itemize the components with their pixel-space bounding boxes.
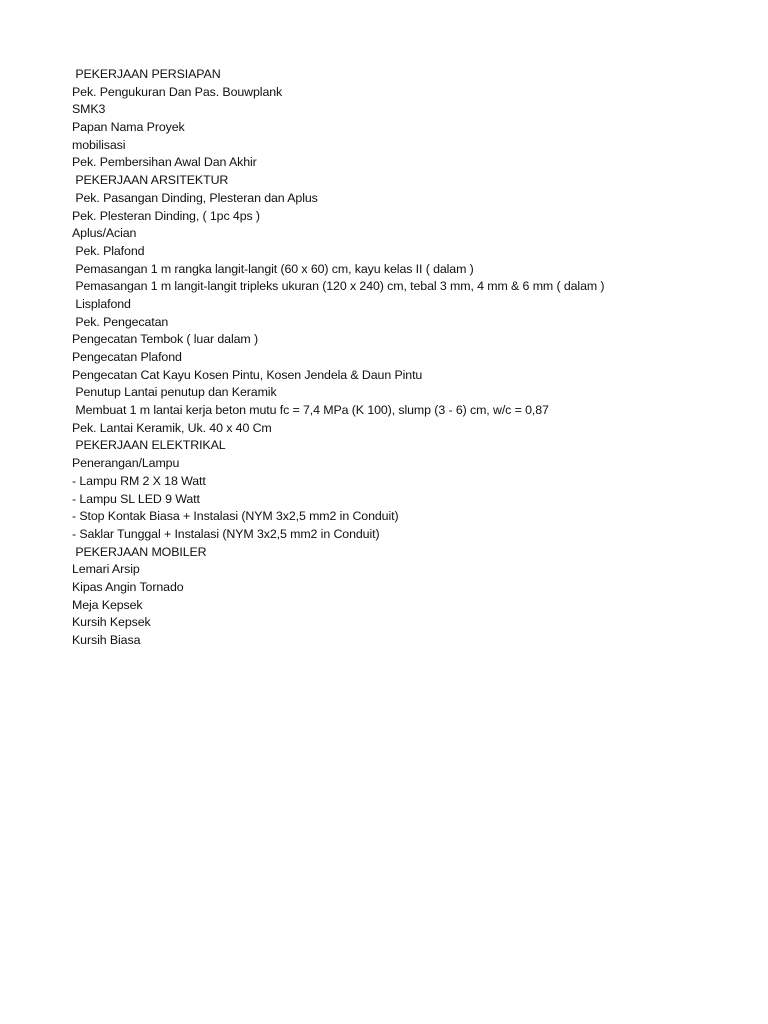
list-item: Meja Kepsek <box>72 597 143 612</box>
list-item: Pek. Pembersihan Awal Dan Akhir <box>72 155 257 170</box>
list-item: Lisplafond <box>72 296 131 311</box>
document-page <box>72 66 732 650</box>
list-item: Pemasangan 1 m langit-langit tripleks ukuran (120 x 240) cm, tebal 3 mm, 4 mm & 6 mm ( dalam ) <box>72 279 605 294</box>
list-item: Penutup Lantai penutup dan Keramik <box>72 385 277 400</box>
list-item: Pek. Pengecatan <box>72 314 169 329</box>
section-heading-mobiler: PEKERJAAN MOBILER <box>72 544 207 559</box>
section-heading-persiapan: PEKERJAAN PERSIAPAN <box>72 67 221 81</box>
list-item: mobilisasi <box>72 137 126 152</box>
list-item: - Stop Kontak Biasa + Instalasi (NYM 3x2,5 mm2 in Conduit) <box>72 509 399 524</box>
list-item: Membuat 1 m lantai kerja beton mutu fc = 7,4 MPa (K 100), slump (3 - 6) cm, w/c = 0,87 <box>72 403 549 418</box>
list-item: Pek. Pengukuran Dan Pas. Bouwplank <box>72 84 283 99</box>
list-item: Lemari Arsip <box>72 562 140 577</box>
list-item: Pek. Plesteran Dinding, ( 1pc 4ps ) <box>72 208 260 223</box>
list-item: Kursih Biasa <box>72 633 141 647</box>
list-item: Pek. Lantai Keramik, Uk. 40 x 40 Cm <box>72 420 272 435</box>
section-heading-arsitektur: PEKERJAAN ARSITEKTUR <box>72 173 229 188</box>
list-item: Pengecatan Plafond <box>72 350 182 364</box>
list-item: Pek. Pasangan Dinding, Plesteran dan Aplus <box>72 190 318 205</box>
list-item: - Lampu RM 2 X 18 Watt <box>72 473 206 488</box>
list-item: Pengecatan Cat Kayu Kosen Pintu, Kosen Jendela & Daun Pintu <box>72 367 423 382</box>
list-item: Pengecatan Tembok ( luar dalam ) <box>72 332 258 347</box>
list-item: Kipas Angin Tornado <box>72 579 184 594</box>
list-item: SMK3 <box>72 102 106 117</box>
list-item: - Lampu SL LED 9 Watt <box>72 491 200 506</box>
list-item: - Saklar Tunggal + Instalasi (NYM 3x2,5 mm2 in Conduit) <box>72 526 380 541</box>
list-item: Pemasangan 1 m rangka langit-langit (60 x 60) cm, kayu kelas II ( dalam ) <box>72 261 474 276</box>
list-item: Aplus/Acian <box>72 226 137 241</box>
list-item: Kursih Kepsek <box>72 615 151 630</box>
list-item: Penerangan/Lampu <box>72 456 180 471</box>
list-item: Pek. Plafond <box>72 243 145 258</box>
list-item: Papan Nama Proyek <box>72 120 185 135</box>
section-heading-elektrikal: PEKERJAAN ELEKTRIKAL <box>72 438 226 453</box>
